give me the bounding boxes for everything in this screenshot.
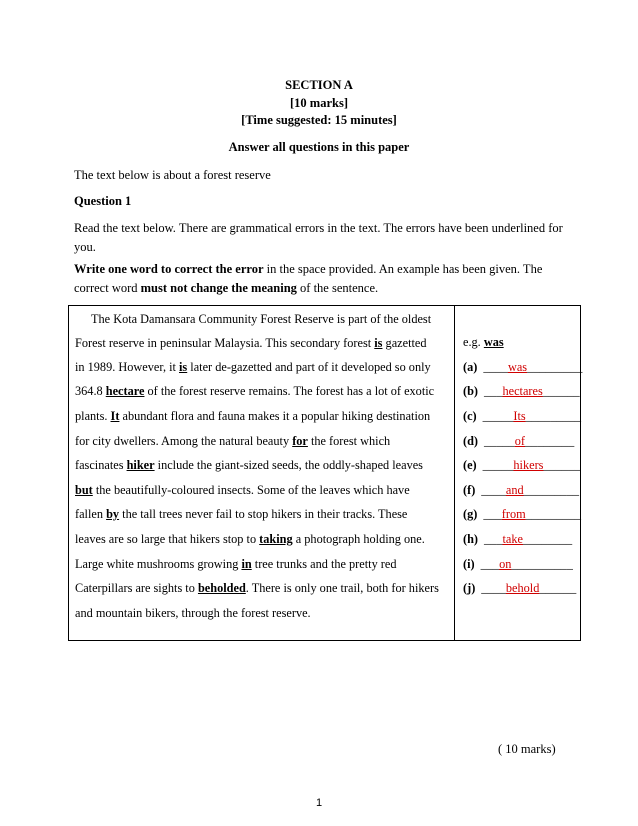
- answer-word: was: [507, 360, 528, 374]
- answer-word: on: [499, 557, 512, 571]
- passage-text: Caterpillars are sights to: [75, 581, 198, 595]
- answer-line: [463, 532, 572, 547]
- passage-text: leaves are so large that hikers stop to: [75, 532, 260, 546]
- answer-line: [463, 360, 582, 375]
- answer-word: hectares: [502, 384, 543, 398]
- underlined-error: It: [110, 409, 120, 423]
- passage-line: [75, 409, 430, 424]
- answer-blank: _________: [525, 507, 582, 521]
- read-instruction: Read the text below. There are grammatical errors in the text. The errors have been underlined for you.: [74, 221, 563, 254]
- passage-text: include the giant-sized seeds, the oddly-shaped leaves: [154, 458, 423, 472]
- passage-text: and mountain bikers, through the forest reserve.: [75, 606, 311, 620]
- example-label: e.g.: [463, 335, 481, 349]
- answer-blank: ___: [484, 384, 503, 398]
- answer-label: (f): [463, 483, 476, 497]
- answer-word: from: [501, 507, 526, 521]
- answer-blank: _________: [527, 360, 583, 374]
- answer-line: [463, 458, 580, 473]
- answer-blank: _________: [523, 483, 579, 497]
- answer-blank: _________: [525, 409, 582, 423]
- answer-line: [463, 434, 574, 449]
- total-marks: ( 10 marks): [498, 742, 556, 756]
- answer-label: (j): [463, 581, 476, 595]
- answer-label: (d): [463, 434, 479, 448]
- answer-line: [463, 581, 576, 596]
- write-instruction-bold: Write one word to correct the error: [74, 262, 264, 276]
- passage-text: in 1989. However, it: [75, 360, 180, 374]
- passage-line: [75, 384, 434, 399]
- answer-blank: ___: [483, 507, 502, 521]
- passage-text: later de-gazetted and part of it developed so only: [187, 360, 431, 374]
- answer-label: (h): [463, 532, 479, 546]
- passage-text: fallen: [75, 507, 107, 521]
- write-instruction-rest-2: of the sentence.: [296, 281, 379, 295]
- passage-line: [75, 557, 397, 572]
- passage-text: Large white mushrooms growing: [75, 557, 242, 571]
- passage-line: [75, 336, 427, 351]
- passage-text: plants.: [75, 409, 111, 423]
- example-answer: [463, 335, 504, 350]
- underlined-error: beholded: [197, 581, 246, 595]
- answer-word: behold: [505, 581, 540, 595]
- answer-word: hikers: [513, 458, 544, 472]
- answer-blank: ____: [483, 360, 508, 374]
- answer-blank: ________: [525, 434, 575, 448]
- underlined-error: hectare: [105, 384, 145, 398]
- passage-text: The Kota Damansara Community Forest Reserve is part of the oldest: [91, 312, 432, 326]
- passage-text: . There is only one trail, both for hikers: [245, 581, 439, 595]
- instruction-heading: Answer all questions in this paper: [228, 140, 410, 154]
- passage-line: [75, 458, 423, 473]
- marks-heading: [10 marks]: [290, 96, 348, 110]
- answer-blank: ________: [522, 532, 573, 546]
- underlined-error: is: [179, 360, 188, 374]
- page-number: 1: [315, 797, 323, 809]
- answer-line: [463, 557, 573, 572]
- passage-text: Forest reserve in peninsular Malaysia. This secondary forest: [75, 336, 375, 350]
- write-instruction: [74, 260, 564, 298]
- answer-word: Its: [513, 409, 526, 423]
- underlined-error: taking: [259, 532, 293, 546]
- answer-label: (i): [463, 557, 475, 571]
- answer-blank: ___: [480, 557, 500, 571]
- answer-blank: ______: [542, 384, 580, 398]
- write-instruction-rest-1: in the space provided. An example has been given. The correct word: [74, 262, 543, 295]
- answer-label: (c): [463, 409, 477, 423]
- answer-label: (b): [463, 384, 479, 398]
- passage-line: [75, 483, 410, 498]
- example-word: was: [483, 335, 504, 349]
- passage-text: fascinates: [75, 458, 127, 472]
- answer-word: take: [502, 532, 523, 546]
- passage-text: tree trunks and the pretty red: [251, 557, 397, 571]
- answer-label: (e): [463, 458, 477, 472]
- passage-line: [75, 434, 390, 449]
- passage-cell: [69, 306, 455, 641]
- passage-line: [75, 581, 439, 596]
- passage-line: [91, 312, 431, 327]
- time-heading: [Time suggested: 15 minutes]: [241, 113, 397, 127]
- exercise-table: [68, 305, 581, 641]
- answer-blank: _____: [482, 409, 514, 423]
- answer-line: [463, 384, 580, 399]
- answer-blank: _____: [484, 434, 515, 448]
- answer-blank: ____: [481, 483, 506, 497]
- underlined-error: for: [292, 434, 308, 448]
- passage-text: abundant flora and fauna makes it a popular hiking destination: [119, 409, 431, 423]
- answer-blank: ______: [539, 581, 577, 595]
- underlined-error: hiker: [126, 458, 155, 472]
- passage-line: [75, 507, 407, 522]
- answer-label: (a): [463, 360, 478, 374]
- answer-word: of: [514, 434, 526, 448]
- passage-text: for city dwellers. Among the natural beauty: [75, 434, 293, 448]
- passage-line: [75, 532, 425, 547]
- underlined-error: in: [241, 557, 252, 571]
- intro-text: The text below is about a forest reserve: [74, 168, 271, 182]
- underlined-error: is: [374, 336, 383, 350]
- passage-text: of the forest reserve remains. The forest has a lot of exotic: [144, 384, 435, 398]
- section-heading: SECTION A: [285, 78, 353, 92]
- passage-line: [75, 606, 311, 621]
- passage-text: gazetted: [382, 336, 427, 350]
- answer-cell: [455, 306, 581, 641]
- passage-text: the beautifully-coloured insects. Some of the leaves which have: [92, 483, 410, 497]
- underlined-error: but: [75, 483, 93, 497]
- passage-line: [75, 360, 431, 375]
- answer-blank: ___: [484, 532, 503, 546]
- answer-word: and: [505, 483, 524, 497]
- underlined-error: by: [106, 507, 120, 521]
- write-instruction-bold-2: must not change the meaning: [140, 281, 297, 295]
- question-title: Question 1: [74, 194, 132, 208]
- passage-text: a photograph holding one.: [292, 532, 425, 546]
- answer-blank: _____: [482, 458, 514, 472]
- answer-blank: ______: [543, 458, 581, 472]
- passage-text: the tall trees never fail to stop hikers in their tracks. These: [119, 507, 408, 521]
- answer-line: [463, 409, 581, 424]
- answer-blank: ____: [481, 581, 506, 595]
- passage-text: 364.8: [75, 384, 106, 398]
- passage-text: the forest which: [307, 434, 391, 448]
- answer-line: [463, 483, 579, 498]
- answer-label: (g): [463, 507, 478, 521]
- answer-blank: __________: [511, 557, 573, 571]
- answer-line: [463, 507, 581, 522]
